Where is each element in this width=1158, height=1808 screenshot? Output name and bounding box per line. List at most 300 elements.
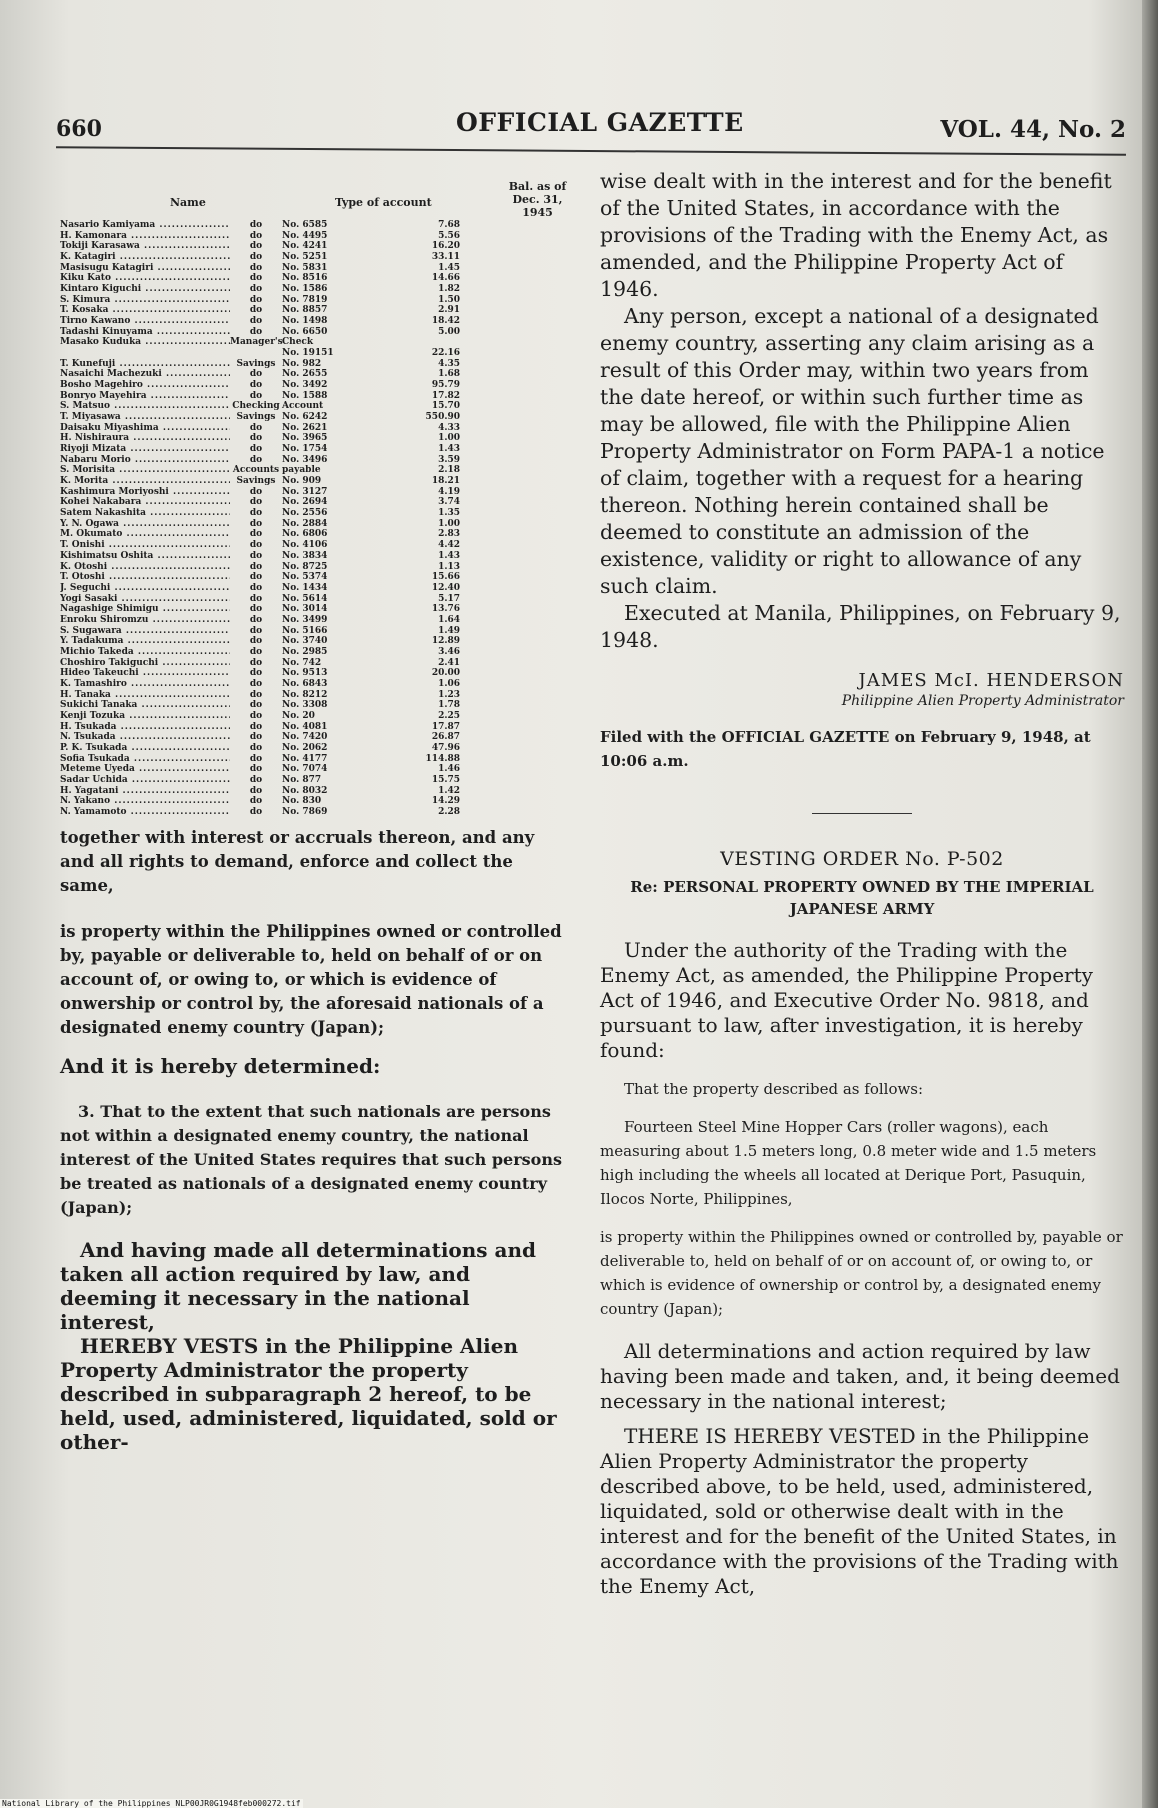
table-row — [60, 273, 570, 284]
table-row — [60, 476, 570, 487]
table-row — [60, 465, 570, 476]
account-number: No. 2062 — [282, 742, 328, 753]
account-holder-name: Kiku Kato ..... — [60, 273, 230, 284]
table-row — [60, 316, 570, 327]
account-type: do — [249, 529, 263, 540]
account-type: do — [249, 774, 263, 785]
account-holder-name: J. Seguchi ..... — [60, 583, 230, 594]
table-row — [60, 305, 570, 316]
account-number: No. 4106 — [282, 540, 328, 551]
table-row — [60, 722, 570, 733]
account-number: No. 4495 — [282, 230, 328, 241]
account-number: No. 4241 — [282, 241, 328, 252]
left-paragraph-2: is property within the Philippines owned or controlled by, payable or deliverable to, held on behalf of or on account of, or owing to, or which is evidence of onwership or control by, the aforesaid nationals of a designated enemy country (Japan); — [60, 921, 562, 1037]
account-balance: 95.79 — [431, 380, 460, 391]
account-number: No. 8032 — [282, 785, 328, 796]
account-number: No. 6585 — [282, 220, 328, 230]
account-holder-name: Sofia Tsukada ..... — [60, 754, 230, 765]
page-number: 660 — [56, 116, 102, 142]
account-balance: 26.87 — [431, 732, 460, 743]
account-holder-name: K. Tamashiro ..... — [60, 679, 230, 690]
account-number: No. 7074 — [282, 764, 328, 775]
account-type: do — [249, 572, 263, 583]
account-number: No. 8516 — [282, 273, 328, 284]
account-balance: 13.76 — [431, 604, 460, 615]
account-number: No. 3965 — [282, 433, 328, 444]
table-row — [60, 583, 570, 594]
account-number: No. 742 — [282, 657, 322, 668]
account-holder-name: Choshiro Takiguchi ..... — [60, 658, 230, 669]
account-type: do — [249, 561, 263, 572]
publication-title: OFFICIAL GAZETTE — [456, 108, 744, 137]
table-row — [60, 220, 570, 231]
account-holder-name: Nagashige Shimigu ..... — [60, 604, 230, 615]
table-row — [60, 615, 570, 626]
account-holder-name: Meteme Uyeda ..... — [60, 764, 230, 775]
account-balance: 22.16 — [431, 348, 460, 359]
table-row — [60, 764, 570, 775]
table-row — [60, 700, 570, 711]
account-number: No. 3834 — [282, 550, 328, 561]
account-balance: 14.29 — [431, 796, 460, 807]
account-balance: 5.00 — [438, 326, 460, 337]
account-type: do — [249, 582, 263, 593]
account-number: No. 1588 — [282, 390, 328, 401]
account-number: Check — [282, 337, 314, 348]
account-holder-name: S. Matsuo ..... — [60, 401, 230, 412]
account-holder-name: T. Kunefuji ..... — [60, 359, 230, 370]
table-row — [60, 423, 570, 434]
account-type: Manager's — [230, 337, 283, 348]
table-row — [60, 743, 570, 754]
vesting-paragraph-1: Under the authority of the Trading with the Enemy Act, as amended, the Philippine Property Act of 1946, and Executive Order No. 9818, and pursuant to law, after investigation, it is hereby found: — [600, 938, 1093, 1062]
account-holder-name: Masako Kuduka ..... — [60, 337, 230, 348]
account-type: do — [249, 785, 263, 796]
column-header-type: Type of account — [335, 196, 432, 209]
account-type: do — [249, 390, 263, 401]
account-balance: 3.74 — [438, 497, 460, 508]
account-balance — [380, 337, 460, 348]
account-number: No. 4177 — [282, 753, 328, 764]
vesting-paragraph-5: All determinations and action required by law having been made and taken, and, it being deemed necessary in the national interest; — [600, 1339, 1120, 1413]
table-row — [60, 529, 570, 540]
account-type: do — [249, 668, 263, 679]
account-type: do — [249, 806, 263, 817]
table-header — [60, 168, 570, 220]
account-number: No. 5166 — [282, 625, 328, 636]
account-balance: 4.35 — [438, 358, 460, 369]
table-row — [60, 497, 570, 508]
account-holder-name: Kishimatsu Oshita ..... — [60, 551, 230, 562]
account-holder-name: Tadashi Kinuyama ..... — [60, 327, 230, 338]
table-row — [60, 487, 570, 498]
account-holder-name: N. Yamamoto ..... — [60, 807, 230, 818]
account-number: No. 3499 — [282, 614, 328, 625]
account-type: Savings — [236, 358, 276, 369]
account-type: do — [249, 625, 263, 636]
vesting-paragraph-6 — [600, 1424, 1124, 1599]
table-row — [60, 263, 570, 274]
account-type: do — [249, 454, 263, 465]
account-holder-name: S. Kimura ..... — [60, 295, 230, 306]
vesting-order-subject: Re: PERSONAL PROPERTY OWNED BY THE IMPERIAL JAPANESE ARMY — [630, 878, 1094, 918]
account-balance: 4.19 — [438, 486, 460, 497]
table-row — [60, 775, 570, 786]
table-row — [60, 380, 570, 391]
column-header-name: Name — [170, 196, 206, 209]
account-type: do — [249, 604, 263, 615]
table-row — [60, 658, 570, 669]
account-number: No. 5614 — [282, 593, 328, 604]
account-type: do — [249, 422, 263, 433]
vests-lead: HEREBY VESTS — [80, 1333, 259, 1358]
table-row — [60, 369, 570, 380]
account-type: do — [249, 657, 263, 668]
table-row — [60, 295, 570, 306]
account-number: No. 7869 — [282, 806, 328, 817]
account-number: No. 1434 — [282, 582, 328, 593]
table-row — [60, 572, 570, 583]
account-number: No. 2884 — [282, 518, 328, 529]
account-holder-name: S. Sugawara ..... — [60, 626, 230, 637]
table-row — [60, 412, 570, 423]
account-holder-name: M. Okumato ..... — [60, 529, 230, 540]
account-holder-name: Kohei Nakabara ..... — [60, 497, 230, 508]
account-balance: 1.78 — [438, 700, 460, 711]
account-type: do — [249, 284, 263, 295]
account-balance: 1.45 — [438, 262, 460, 273]
table-row — [60, 337, 570, 348]
account-balance: 2.41 — [438, 657, 460, 668]
volume-label: VOL. 44, No. 2 — [940, 116, 1126, 143]
account-holder-name: H. Tanaka ..... — [60, 690, 230, 701]
account-holder-name: H. Kamonara ..... — [60, 231, 230, 242]
account-number: No. 7819 — [282, 294, 328, 305]
account-type: do — [249, 380, 263, 391]
account-holder-name: Nasaichi Machezuki ..... — [60, 369, 230, 380]
account-holder-name: T. Otoshi ..... — [60, 572, 230, 583]
account-holder-name: K. Otoshi ..... — [60, 562, 230, 573]
account-holder-name: K. Morita ..... — [60, 476, 230, 487]
account-holder-name: P. K. Tsukada ..... — [60, 743, 230, 754]
account-number: No. 4081 — [282, 721, 328, 732]
account-type: do — [249, 433, 263, 444]
account-holder-name: T. Onishi ..... — [60, 540, 230, 551]
account-type: do — [249, 497, 263, 508]
account-holder-name: Nasario Kamiyama ..... — [60, 220, 230, 231]
account-type: do — [249, 486, 263, 497]
account-type: do — [249, 732, 263, 743]
account-balance: 1.68 — [438, 369, 460, 380]
left-paragraph-3: 3. That to the extent that such nationals are persons not within a designated enemy country, the national interest of the United States requires that such persons be treated as nationals of a designated enemy country (Japan); — [60, 1101, 562, 1217]
table-row — [60, 690, 570, 701]
account-balance: 18.42 — [431, 316, 460, 327]
table-row — [60, 348, 570, 359]
table-row — [60, 807, 570, 818]
account-number: No. 3492 — [282, 380, 328, 391]
account-type: do — [249, 636, 263, 647]
account-balance: 33.11 — [431, 252, 460, 263]
account-balance: 16.20 — [431, 241, 460, 252]
account-type — [230, 348, 282, 359]
table-row — [60, 626, 570, 637]
account-balance: 1.13 — [438, 561, 460, 572]
account-holder-name: Tokiji Karasawa ..... — [60, 241, 230, 252]
table-row — [60, 647, 570, 658]
account-balance: 114.88 — [425, 753, 460, 764]
account-balance: 2.28 — [438, 806, 460, 817]
account-number: No. 19151 — [282, 348, 334, 359]
account-type: do — [249, 700, 263, 711]
left-paragraph-1: together with interest or accruals thereon, and any and all rights to demand, enforce and collect the same, — [60, 827, 535, 895]
table-row — [60, 391, 570, 402]
account-number: No. 2556 — [282, 508, 328, 519]
account-number: No. 6242 — [282, 412, 328, 423]
account-balance: 7.68 — [438, 220, 460, 230]
account-balance: 1.82 — [438, 284, 460, 295]
account-number: No. 5831 — [282, 262, 328, 273]
account-holder-name: Satem Nakashita ..... — [60, 508, 230, 519]
table-row — [60, 668, 570, 679]
account-type: do — [249, 764, 263, 775]
account-type: Accounts — [232, 465, 280, 476]
table-row — [60, 327, 570, 338]
account-number: No. 5374 — [282, 572, 328, 583]
account-type: do — [249, 678, 263, 689]
account-holder-name: H. Nishiraura ..... — [60, 433, 230, 444]
account-type: do — [249, 710, 263, 721]
account-number: No. 9513 — [282, 668, 328, 679]
account-table — [60, 220, 570, 818]
account-balance: 4.33 — [438, 422, 460, 433]
vests-text: in the Philippine Alien Property Administrator the property described in subparagraph 2 hereof, to be held, used, administered, liquidated, sold or other- — [60, 1333, 557, 1454]
table-row — [60, 754, 570, 765]
account-holder-name: Daisaku Miyashima ..... — [60, 423, 230, 434]
right-paragraph-1: wise dealt with in the interest and for the benefit of the United States, in accordance with the provisions of the Trading with the Enemy Act, as amended, and the Philippine Property Act of 1946. — [600, 169, 1112, 301]
account-type: do — [249, 444, 263, 455]
account-type: do — [249, 262, 263, 273]
account-holder-name: Kashimura Moriyoshi ..... — [60, 487, 230, 498]
account-number: No. 3740 — [282, 636, 328, 647]
table-row — [60, 711, 570, 722]
table-row — [60, 433, 570, 444]
account-holder-name: H. Yagatani ..... — [60, 786, 230, 797]
account-type: do — [249, 508, 263, 519]
left-paragraph-4: And having made all determinations and taken all action required by law, and deeming it necessary in the national interest, — [60, 1237, 537, 1334]
account-holder-name: Enroku Shiromzu ..... — [60, 615, 230, 626]
table-row — [60, 732, 570, 743]
account-type: do — [249, 689, 263, 700]
account-type: do — [249, 369, 263, 380]
vested-text: in the Philippine Alien Property Administrator the property described above, to be held, used, administered, liquidated, sold or otherwise dealt with in the interest and for the benefit of the United States, in accordance with the provisions of the Trading with the Enemy Act, — [600, 1424, 1119, 1598]
account-type: Savings — [236, 476, 276, 487]
table-row — [60, 551, 570, 562]
account-holder-name: T. Miyasawa ..... — [60, 412, 230, 423]
account-number: No. 877 — [282, 774, 322, 785]
account-number: No. 3014 — [282, 604, 328, 615]
account-holder-name: T. Kosaka ..... — [60, 305, 230, 316]
account-type: do — [249, 796, 263, 807]
account-type: do — [249, 721, 263, 732]
account-type: do — [249, 518, 263, 529]
account-type: do — [249, 273, 263, 284]
account-balance: 2.25 — [438, 710, 460, 721]
table-row — [60, 519, 570, 530]
account-balance: 3.59 — [438, 454, 460, 465]
account-type: do — [249, 593, 263, 604]
account-number: No. 2694 — [282, 497, 328, 508]
account-holder-name: Yogi Sasaki ..... — [60, 594, 230, 605]
account-balance: 12.40 — [431, 582, 460, 593]
account-balance: 15.70 — [431, 401, 460, 412]
account-type: do — [249, 252, 263, 263]
account-type: do — [249, 540, 263, 551]
account-number: payable — [282, 465, 321, 476]
account-type: do — [249, 614, 263, 625]
right-column — [600, 168, 1124, 1599]
account-balance: 1.06 — [438, 678, 460, 689]
account-number: No. 2985 — [282, 646, 328, 657]
account-type: do — [249, 550, 263, 561]
account-holder-name: H. Tsukada ..... — [60, 722, 230, 733]
account-holder-name: Bosho Magehiro ..... — [60, 380, 230, 391]
account-number: No. 8857 — [282, 305, 328, 316]
column-header-balance: Bal. as of Dec. 31, 1945 — [508, 180, 567, 219]
account-balance: 1.64 — [438, 614, 460, 625]
account-number: No. 7420 — [282, 732, 328, 743]
account-balance: 1.00 — [438, 518, 460, 529]
account-balance: 15.75 — [431, 774, 460, 785]
table-row — [60, 604, 570, 615]
left-column — [60, 168, 570, 1454]
account-balance: 1.49 — [438, 625, 460, 636]
table-row — [60, 359, 570, 370]
signature-name: JAMES McI. HENDERSON — [858, 670, 1124, 691]
account-number: No. 6650 — [282, 326, 328, 337]
account-holder-name: K. Katagiri ..... — [60, 252, 230, 263]
signature-title: Philippine Alien Property Administrator — [841, 693, 1124, 709]
account-holder-name: Riyoji Mizata ..... — [60, 444, 230, 455]
page-header — [56, 108, 1126, 148]
account-type: do — [249, 294, 263, 305]
account-balance: 1.46 — [438, 764, 460, 775]
account-number: No. 6843 — [282, 678, 328, 689]
table-row — [60, 679, 570, 690]
account-holder-name: N. Tsukada ..... — [60, 732, 230, 743]
account-balance: 12.89 — [431, 636, 460, 647]
account-holder-name: Y. N. Ogawa ..... — [60, 519, 230, 530]
account-balance: 1.00 — [438, 433, 460, 444]
account-number: No. 982 — [282, 358, 322, 369]
table-row — [60, 796, 570, 807]
account-type: Checking — [232, 401, 280, 412]
account-balance: 18.21 — [431, 476, 460, 487]
account-balance: 2.18 — [438, 465, 460, 476]
account-number: No. 5251 — [282, 252, 328, 263]
vesting-order-title: VESTING ORDER No. P-502 — [720, 848, 1004, 870]
table-row — [60, 540, 570, 551]
table-row — [60, 252, 570, 263]
account-holder-name: Tirno Kawano ..... — [60, 316, 230, 327]
account-holder-name: Kintaro Kiguchi ..... — [60, 284, 230, 295]
account-holder-name: Y. Tadakuma ..... — [60, 636, 230, 647]
account-number: Account — [282, 401, 324, 412]
account-balance: 5.56 — [438, 230, 460, 241]
account-number: No. 8725 — [282, 561, 328, 572]
account-number: No. 3308 — [282, 700, 328, 711]
account-balance: 1.50 — [438, 294, 460, 305]
account-balance: 1.42 — [438, 785, 460, 796]
table-row — [60, 444, 570, 455]
account-number: No. 1754 — [282, 444, 328, 455]
vesting-paragraph-3: Fourteen Steel Mine Hopper Cars (roller wagons), each measuring about 1.5 meters long, 0.8 meter wide and 1.5 meters high including the wheels all located at Derique Port, Pasuquin, Ilocos Norte, Philippines, — [600, 1118, 1097, 1208]
account-number: No. 8212 — [282, 689, 328, 700]
account-balance: 4.42 — [438, 540, 460, 551]
account-holder-name: Masisugu Katagiri ..... — [60, 263, 230, 274]
account-number: No. 1498 — [282, 316, 328, 327]
table-row — [60, 241, 570, 252]
account-type: do — [249, 220, 263, 230]
account-holder-name: Sukichi Tanaka ..... — [60, 700, 230, 711]
account-balance: 2.91 — [438, 305, 460, 316]
account-holder-name: Bonryo Mayehira ..... — [60, 391, 230, 402]
account-balance: 20.00 — [431, 668, 460, 679]
account-type: do — [249, 305, 263, 316]
scan-footer: National Library of the Philippines NLP00JR0G1948feb000272.tif — [2, 1799, 301, 1808]
book-spine — [1142, 0, 1158, 1808]
account-number: No. 1586 — [282, 284, 328, 295]
account-holder-name: N. Yakano ..... — [60, 796, 230, 807]
account-number: No. 830 — [282, 796, 322, 807]
account-balance: 550.90 — [425, 412, 460, 423]
table-row — [60, 786, 570, 797]
right-paragraph-2: Any person, except a national of a designated enemy country, asserting any claim arising as a result of this Order may, within two years from the date hereof, or within such further time as may be allowed, file with the Philippine Alien Property Administrator on Form PAPA-1 a notice of claim, together with a request for a hearing thereon. Nothing herein contained shall be deemed to constitute an admission of the existence, validity or right to allowance of any such claim. — [600, 304, 1105, 598]
table-row — [60, 562, 570, 573]
account-balance: 1.35 — [438, 508, 460, 519]
account-type: do — [249, 326, 263, 337]
vesting-paragraph-4: is property within the Philippines owned or controlled by, payable or deliverable to, held on behalf of or on account of, or owing to, or which is evidence of ownership or control by, a designated enemy country (Japan); — [600, 1228, 1123, 1318]
account-number: No. 6806 — [282, 529, 328, 540]
table-row — [60, 284, 570, 295]
account-number: No. 909 — [282, 476, 322, 487]
account-balance: 3.46 — [438, 646, 460, 657]
account-type: do — [249, 241, 263, 252]
account-number: No. 2655 — [282, 369, 328, 380]
account-holder-name: Hideo Takeuchi ..... — [60, 668, 230, 679]
account-number: No. 20 — [282, 710, 315, 721]
account-balance: 1.43 — [438, 550, 460, 561]
left-paragraph-5 — [60, 1334, 570, 1454]
account-type: do — [249, 742, 263, 753]
account-number: No. 3496 — [282, 454, 328, 465]
table-row — [60, 508, 570, 519]
account-holder-name: Kenji Tozuka ..... — [60, 711, 230, 722]
account-holder-name: Nabaru Morio ..... — [60, 455, 230, 466]
account-type: do — [249, 646, 263, 657]
account-balance: 15.66 — [431, 572, 460, 583]
account-holder-name: Sadar Uchida ..... — [60, 775, 230, 786]
filed-note: Filed with the OFFICIAL GAZETTE on February 9, 1948, at 10:06 a.m. — [600, 728, 1091, 770]
account-number: No. 3127 — [282, 486, 328, 497]
vested-lead: THERE IS HEREBY VESTED — [624, 1424, 916, 1448]
right-paragraph-3: Executed at Manila, Philippines, on February 9, 1948. — [600, 601, 1121, 652]
table-row — [60, 455, 570, 466]
account-balance: 47.96 — [431, 742, 460, 753]
table-row — [60, 231, 570, 242]
account-balance: 5.17 — [438, 593, 460, 604]
account-balance: 14.66 — [431, 273, 460, 284]
account-balance: 1.23 — [438, 689, 460, 700]
